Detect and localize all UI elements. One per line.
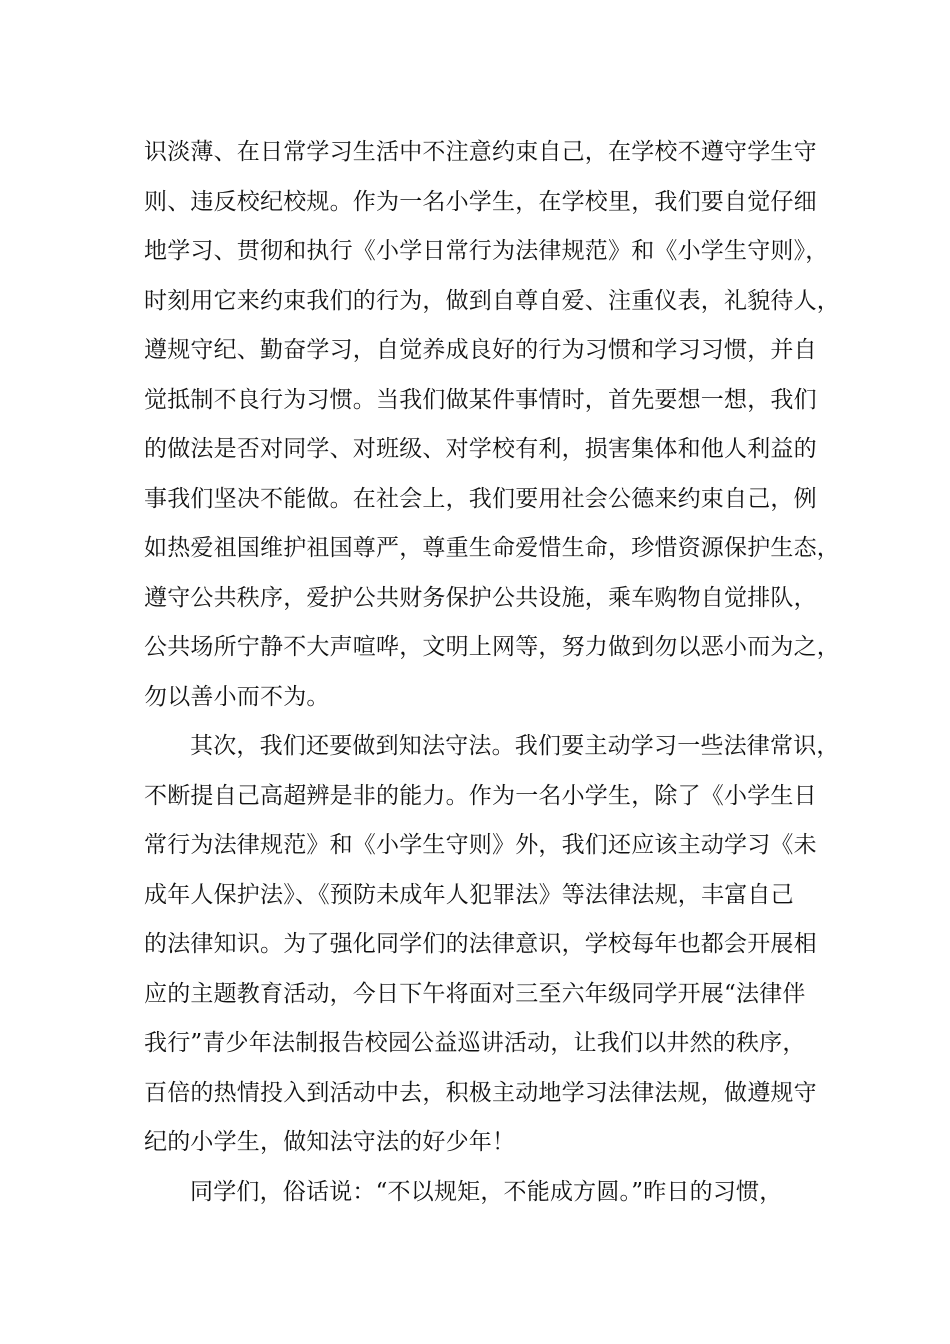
text-line — [144, 475, 844, 525]
text-line — [144, 227, 844, 277]
line-text: 其次，我们还要做到知法守法。我们要主动学习一些法律常识， — [190, 733, 840, 759]
text-line — [144, 1069, 844, 1119]
line-text: 识淡薄、在日常学习生活中不注意约束自己，在学校不遵守学生守 — [144, 139, 817, 165]
line-text: 的法律知识。为了强化同学们的法律意识，学校每年也都会开展相 — [144, 931, 817, 957]
line-text: 同学们，俗话说：“不以规矩，不能成方圆。”昨日的习惯， — [190, 1178, 783, 1205]
line-text: 我行”青少年法制报告校园公益巡讲活动，让我们以井然的秩序， — [144, 1030, 806, 1056]
line-text: 成年人保护法》、《预防未成年人犯罪法》等法律法规，丰富自己 — [144, 881, 794, 908]
line-text: 则、违反校纪校规。作为一名小学生，在学校里，我们要自觉仔细 — [144, 188, 817, 215]
text-line — [144, 772, 844, 822]
line-text: 觉抵制不良行为习惯。当我们做某件事情时，首先要想一想，我们 — [144, 386, 817, 413]
text-line — [144, 178, 844, 228]
line-text: 时刻用它来约束我们的行为，做到自尊自爱、注重仪表，礼貌待人， — [144, 287, 840, 314]
line-text: 不断提自己高超辨是非的能力。作为一名小学生，除了《小学生日 — [144, 782, 817, 809]
text-line — [144, 574, 844, 624]
line-text: 勿以善小而不为。 — [144, 683, 330, 710]
text-line — [144, 425, 844, 475]
text-line — [144, 524, 844, 574]
text-line — [144, 821, 844, 871]
paragraph-start-line — [144, 1168, 844, 1218]
text-line — [144, 128, 844, 178]
line-text: 常行为法律规范》和《小学生守则》外，我们还应该主动学习《未 — [144, 832, 817, 858]
text-line — [144, 1019, 844, 1069]
line-text: 遵规守纪、勤奋学习，自觉养成良好的行为习惯和学习习惯，并自 — [144, 337, 817, 363]
line-text: 公共场所宁静不大声喧哗，文明上网等，努力做到勿以恶小而为之， — [144, 634, 840, 660]
text-line — [144, 277, 844, 327]
line-text: 应的主题教育活动，今日下午将面对三至六年级同学开展“法律伴 — [144, 980, 806, 1007]
line-text: 遵守公共秩序，爱护公共财务保护公共设施，乘车购物自觉排队， — [144, 584, 817, 611]
text-line — [144, 326, 844, 376]
line-text: 的做法是否对同学、对班级、对学校有利，损害集体和他人利益的 — [144, 436, 817, 462]
line-text: 纪的小学生，做知法守法的好少年！ — [144, 1129, 516, 1155]
body-text — [144, 128, 844, 1217]
text-line — [144, 376, 844, 426]
line-text: 事我们坚决不能做。在社会上，我们要用社会公德来约束自己，例 — [144, 485, 817, 512]
paragraph-start-line — [144, 722, 844, 772]
line-text: 地学习、贯彻和执行《小学日常行为法律规范》和《小学生守则》， — [144, 238, 829, 264]
text-line — [144, 673, 844, 723]
text-line — [144, 871, 844, 921]
text-line — [144, 970, 844, 1020]
text-line — [144, 1118, 844, 1168]
line-text: 如热爱祖国维护祖国尊严，尊重生命爱惜生命，珍惜资源保护生态， — [144, 535, 840, 561]
text-line — [144, 920, 844, 970]
line-text: 百倍的热情投入到活动中去，积极主动地学习法律法规，做遵规守 — [144, 1079, 817, 1106]
text-line — [144, 623, 844, 673]
